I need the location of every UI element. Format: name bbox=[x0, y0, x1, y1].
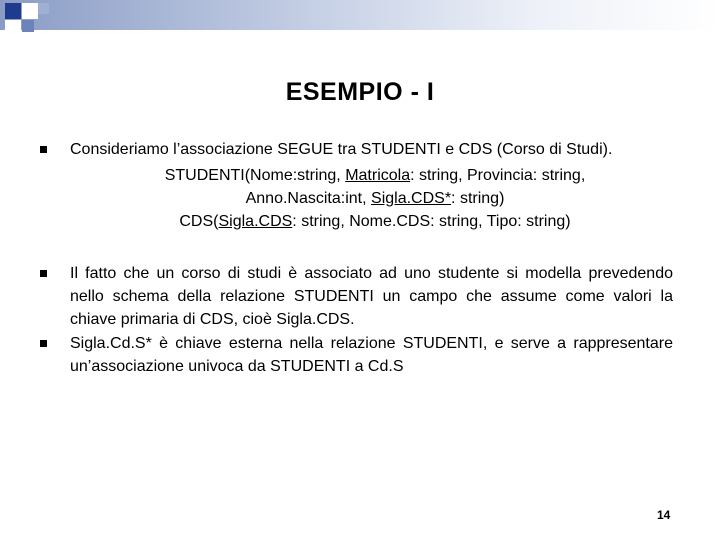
decorative-square bbox=[22, 3, 38, 19]
studenti-schema-line-1 bbox=[70, 164, 680, 187]
decorative-square bbox=[22, 20, 34, 32]
cds-schema-line bbox=[70, 210, 680, 233]
cds-schema-prefix: CDS( bbox=[179, 213, 219, 230]
page-number: 14 bbox=[657, 508, 671, 522]
decorative-square bbox=[38, 3, 49, 14]
decorative-square bbox=[5, 3, 21, 19]
bullet-square-icon bbox=[40, 146, 47, 153]
bullet-2-text: Il fatto che un corso di studi è associato ad uno studente si modella prevedendo nello schema della relazione STUDENTI un campo che assume come valori la chiave primaria di CDS, cioè Sigla.CDS. bbox=[70, 265, 673, 328]
studenti-primary-key: Matricola bbox=[345, 167, 411, 184]
bullet-square-icon bbox=[40, 270, 47, 277]
studenti-schema-line-2 bbox=[70, 187, 680, 210]
slide-title: ESEMPIO - I bbox=[285, 78, 435, 106]
cds-primary-key: Sigla.CDS bbox=[218, 213, 293, 230]
studenti-foreign-key: Sigla.CDS* bbox=[371, 190, 452, 207]
studenti-schema-mid: : string, Provincia: string, bbox=[410, 167, 586, 184]
bullet-3-text: Sigla.Cd.S* è chiave esterna nella relazione STUDENTI, e serve a rappresentare un’associazione univoca da STUDENTI a Cd.S bbox=[70, 335, 673, 375]
bullet-1-text: Consideriamo l’associazione SEGUE tra STUDENTI e CDS (Corso di Studi). bbox=[70, 141, 613, 158]
decorative-square bbox=[5, 20, 21, 36]
studenti-schema-line2-prefix: Anno.Nascita:int, bbox=[245, 190, 372, 207]
header-band bbox=[0, 0, 720, 30]
studenti-schema-prefix: STUDENTI(Nome:string, bbox=[164, 167, 346, 184]
bullet-square-icon bbox=[40, 340, 47, 347]
cds-schema-suffix: : string, Nome.CDS: string, Tipo: string) bbox=[292, 213, 571, 230]
studenti-schema-line2-suffix: : string) bbox=[451, 190, 505, 207]
